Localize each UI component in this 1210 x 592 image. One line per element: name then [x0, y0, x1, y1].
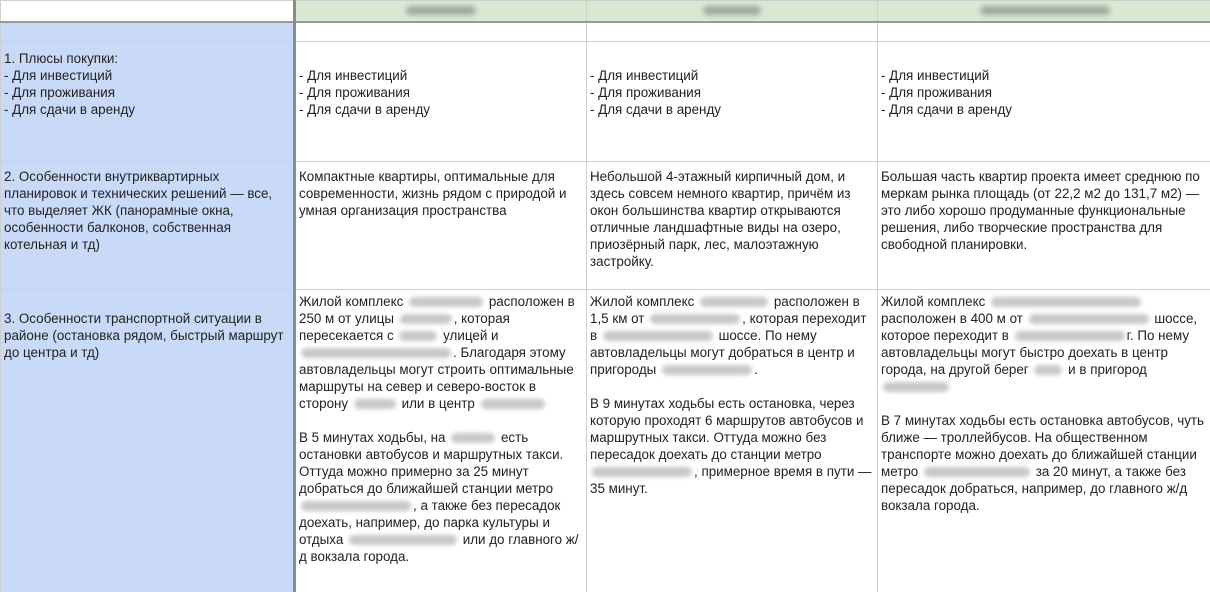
cell-line: - Для инвестиций [590, 68, 699, 83]
row-head-layouts[interactable] [1, 162, 295, 290]
cell-paragraph [590, 395, 874, 497]
text-fragment: Жилой комплекс [299, 294, 404, 309]
cell-transport-2[interactable] [587, 290, 878, 592]
table-row [1, 42, 1210, 162]
redacted-text [481, 399, 545, 409]
redacted-text [991, 297, 1141, 307]
text-fragment: Жилой комплекс [881, 294, 986, 309]
redacted-text [409, 297, 483, 307]
table-row [1, 290, 1210, 592]
cell-spacer-2[interactable] [587, 22, 878, 42]
column-header-2[interactable] [587, 1, 878, 23]
row-head-line: - Для инвестиций [4, 68, 113, 83]
text-fragment: , которая переходит в [590, 311, 867, 343]
redacted-text [924, 467, 1030, 477]
cell-line: - Для проживания [881, 85, 993, 100]
cell-paragraph [881, 293, 1209, 395]
cell-line: - Для сдачи в аренду [299, 102, 430, 117]
row-head-line: 1. Плюсы покупки: [4, 51, 119, 66]
text-fragment: . [754, 362, 758, 377]
cell-benefits-3[interactable] [878, 42, 1210, 162]
text-fragment: или до главного ж/д вокзала города. [299, 532, 579, 564]
text-fragment: , которая пересекается с [299, 311, 510, 343]
redacted-text [349, 535, 457, 545]
column-header-1[interactable] [295, 1, 587, 23]
cell-paragraph [590, 293, 874, 378]
redacted-text [883, 382, 949, 392]
cell-layouts-1[interactable] [295, 162, 587, 290]
redacted-text [400, 314, 452, 324]
text-fragment: расположен в 400 м от [881, 311, 1023, 326]
text-fragment: . Благодаря этому автовладельцы могут строить оптимальные маршруты на север и северо-восток в сторону [299, 345, 574, 411]
redacted-text [700, 297, 768, 307]
text-fragment: за 20 минут, а также без пересадок добраться, например, до главного ж/д вокзала города. [881, 464, 1188, 513]
cell-line: - Для сдачи в аренду [590, 102, 721, 117]
redacted-text [662, 365, 752, 375]
cell-text: Небольшой 4-этажный кирпичный дом, и здесь совсем немного квартир, причём из окон большинства квартир открываются отличные ландшафтные виды на озеро, приозёрный парк, лес, малоэтажную застройку. [590, 169, 851, 269]
text-fragment: , а также без пересадок доехать, например, до парка культуры и отдыха [299, 498, 561, 547]
text-fragment: Жилой комплекс [590, 294, 695, 309]
redacted-text [1015, 331, 1125, 341]
row-head-text: 2. Особенности внутриквартирных планировок и технических решений — все, что выделяет ЖК (панорамные окна, особенности балконов, собственная котельная и тд) [4, 169, 273, 252]
text-fragment: и в пригород [1068, 362, 1147, 377]
text-fragment: или в центр [401, 396, 475, 411]
text-fragment: г. [1126, 328, 1134, 343]
spacer-row [1, 22, 1210, 42]
text-fragment: расположен в 250 м от улицы [299, 294, 575, 326]
row-head-transport[interactable] [1, 290, 295, 592]
header-row [1, 1, 1210, 23]
cell-text: Большая часть квартир проекта имеет среднюю по меркам рынка площадь (от 22,2 м2 до 131,7 м2) — это либо хорошо продуманные функциональные решения, либо творческие пространства для свободной планировки. [881, 169, 1200, 252]
text-fragment: есть остановки автобусов и маршрутных такси. Оттуда можно примерно за 25 минут добраться до ближайшей станции метро [299, 430, 564, 496]
row-head-text: 3. Особенности транспортной ситуации в районе (остановка рядом, быстрый маршрут до центра и тд) [4, 311, 284, 360]
redacted-text [1034, 365, 1062, 375]
cell-layouts-2[interactable] [587, 162, 878, 290]
row-head-benefits[interactable] [1, 42, 295, 162]
cell-transport-1[interactable] [295, 290, 587, 592]
text-fragment: , примерное время в пути — 35 минут. [590, 464, 872, 496]
redacted-text [451, 433, 495, 443]
cell-line: - Для проживания [299, 85, 411, 100]
cell-text: Компактные квартиры, оптимальные для современности, жизнь рядом с природой и умная организация пространства [299, 169, 567, 218]
cell-paragraph [881, 412, 1209, 514]
text-fragment: шоссе. По нему автовладельцы могут добраться в центр и пригороды [590, 328, 855, 377]
cell-paragraph [299, 429, 583, 565]
cell-line: - Для проживания [590, 85, 702, 100]
cell-spacer-1[interactable] [295, 22, 587, 42]
cell-line: - Для инвестиций [299, 68, 408, 83]
redacted-text [1029, 314, 1149, 324]
text-fragment: По нему автовладельцы могут быстро доехать в центр города, на другой берег [881, 328, 1190, 377]
text-fragment: В 5 минутах ходьбы, на [299, 430, 446, 445]
cell-line: - Для инвестиций [881, 68, 990, 83]
cell-spacer-3[interactable] [878, 22, 1210, 42]
redacted-text [301, 501, 411, 511]
table-row [1, 162, 1210, 290]
redacted-text [301, 348, 451, 358]
corner-cell[interactable] [1, 1, 295, 23]
cell-layouts-3[interactable] [878, 162, 1210, 290]
text-fragment: улицей и [443, 328, 499, 343]
row-head-line: - Для сдачи в аренду [4, 102, 135, 117]
cell-benefits-2[interactable] [587, 42, 878, 162]
text-fragment: шоссе, которое переходит в [881, 311, 1198, 343]
text-fragment: расположен в 1,5 км от [590, 294, 860, 326]
redacted-text [354, 399, 396, 409]
row-head-line: - Для проживания [4, 85, 116, 100]
redacted-text [399, 331, 437, 341]
row-head-spacer[interactable] [1, 22, 295, 42]
redacted-text [650, 314, 740, 324]
cell-benefits-1[interactable] [295, 42, 587, 162]
text-fragment: В 9 минутах ходьбы есть остановка, через которую проходят 6 маршрутов автобусов и маршрутных такси. Оттуда можно без пересадок доехать до станции метро [590, 396, 864, 462]
cell-transport-3[interactable] [878, 290, 1210, 592]
redacted-text [603, 331, 713, 341]
column-header-3[interactable] [878, 1, 1210, 23]
cell-paragraph [299, 293, 583, 412]
cell-line: - Для сдачи в аренду [881, 102, 1012, 117]
redacted-text [592, 467, 692, 477]
text-fragment: В 7 минутах ходьбы есть остановка автобусов, чуть ближе — троллейбусов. На общественном транспорте можно доехать до ближайшей станции метро [881, 413, 1205, 479]
